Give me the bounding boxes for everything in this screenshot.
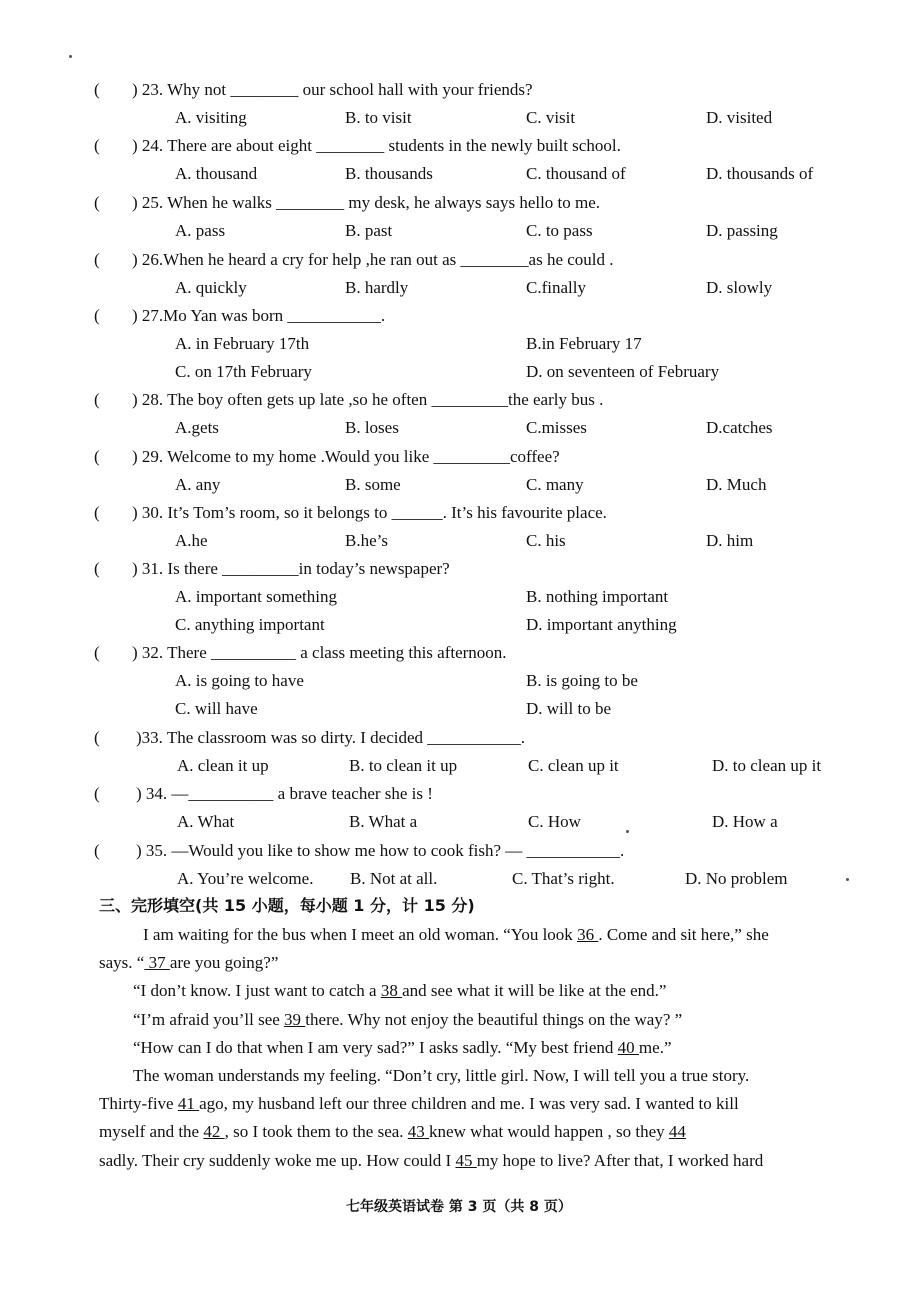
question-text: ) 31. Is there _________in today’s newspaper? bbox=[132, 559, 450, 578]
answer-paren[interactable]: ( bbox=[94, 503, 100, 522]
answer-paren[interactable]: ( bbox=[94, 80, 100, 99]
option-d: D. on seventeen of February bbox=[526, 362, 720, 381]
option-a: A. thousand bbox=[175, 164, 258, 183]
answer-paren[interactable]: ( bbox=[94, 559, 100, 578]
scan-speck bbox=[626, 830, 629, 833]
option-d: D. thousands of bbox=[706, 164, 814, 183]
question-text: ) 35. —Would you like to show me how to cook fish? — ___________. bbox=[136, 841, 625, 860]
question-text: ) 27.Mo Yan was born ___________. bbox=[132, 306, 386, 325]
option-d: D. visited bbox=[706, 108, 773, 127]
scan-speck bbox=[69, 55, 72, 58]
passage-text: ago, my husband left our three children and me. I was very sad. I wanted to kill bbox=[199, 1094, 739, 1113]
option-c: C. his bbox=[526, 531, 566, 550]
passage-line bbox=[133, 1009, 682, 1031]
passage-line bbox=[99, 1121, 686, 1143]
answer-paren[interactable]: ( bbox=[94, 784, 100, 803]
option-b: B.in February 17 bbox=[526, 334, 642, 353]
option-d: D. How a bbox=[712, 812, 778, 831]
passage-text: and see what it will be like at the end.” bbox=[402, 981, 667, 1000]
answer-paren[interactable]: ( bbox=[94, 193, 100, 212]
option-c: C. thousand of bbox=[526, 164, 626, 183]
passage-line bbox=[99, 952, 278, 974]
option-a: A. What bbox=[177, 812, 235, 831]
blank-42[interactable]: 42 bbox=[203, 1122, 225, 1141]
option-a: A. visiting bbox=[175, 108, 247, 127]
option-c: C. to pass bbox=[526, 221, 593, 240]
passage-text: “I don’t know. I just want to catch a bbox=[133, 981, 381, 1000]
option-c: C. How bbox=[528, 812, 581, 831]
answer-paren[interactable]: ( bbox=[94, 136, 100, 155]
blank-39[interactable]: 39 bbox=[284, 1010, 306, 1029]
option-a: A. quickly bbox=[175, 278, 247, 297]
question-text: ) 29. Welcome to my home .Would you like _________coffee? bbox=[132, 447, 560, 466]
option-d: D. No problem bbox=[685, 869, 788, 888]
option-a: A. is going to have bbox=[175, 671, 304, 690]
passage-text: my hope to live? After that, I worked hard bbox=[476, 1151, 764, 1170]
answer-paren[interactable]: ( bbox=[94, 841, 100, 860]
answer-paren[interactable]: ( bbox=[94, 728, 100, 747]
option-c: C. That’s right. bbox=[512, 869, 615, 888]
question-text: ) 23. Why not ________ our school hall with your friends? bbox=[132, 80, 533, 99]
option-a: A. important something bbox=[175, 587, 337, 606]
option-b: B. hardly bbox=[345, 278, 409, 297]
blank-37[interactable]: 37 bbox=[144, 953, 170, 972]
passage-text: knew what would happen , so they bbox=[429, 1122, 669, 1141]
option-d: D. Much bbox=[706, 475, 767, 494]
answer-paren[interactable]: ( bbox=[94, 250, 100, 269]
passage-text: sadly. Their cry suddenly woke me up. How could I bbox=[99, 1151, 456, 1170]
passage-line bbox=[99, 1093, 739, 1115]
question-text: ) 28. The boy often gets up late ,so he often _________the early bus . bbox=[132, 390, 604, 409]
passage-text: says. “ bbox=[99, 953, 145, 972]
option-d: D.catches bbox=[706, 418, 773, 437]
passage-text: . Come and sit here,” she bbox=[598, 925, 769, 944]
question-text: )33. The classroom was so dirty. I decided ___________. bbox=[136, 728, 526, 747]
option-b: B. some bbox=[345, 475, 401, 494]
blank-40[interactable]: 40 bbox=[617, 1038, 639, 1057]
blank-41[interactable]: 41 bbox=[177, 1094, 200, 1113]
option-b: B. nothing important bbox=[526, 587, 669, 606]
option-a: A.he bbox=[175, 531, 208, 550]
option-c: C.misses bbox=[526, 418, 587, 437]
blank-45[interactable]: 45 bbox=[455, 1151, 477, 1170]
passage-text: “I’m afraid you’ll see bbox=[133, 1010, 285, 1029]
blank-36[interactable]: 36 bbox=[577, 925, 599, 944]
passage-text: “How can I do that when I am very sad?” I asks sadly. “My best friend bbox=[133, 1038, 618, 1057]
scan-speck bbox=[846, 878, 849, 881]
option-b: B. Not at all. bbox=[350, 869, 438, 888]
page-footer: 七年级英语试卷 第 3 页（共 8 页） bbox=[346, 1199, 572, 1215]
option-a: A. pass bbox=[175, 221, 226, 240]
option-c: C. anything important bbox=[175, 615, 325, 634]
option-a: A. You’re welcome. bbox=[177, 869, 314, 888]
option-a: A. any bbox=[175, 475, 221, 494]
passage-text: me.” bbox=[638, 1038, 672, 1057]
question-text: ) 30. It’s Tom’s room, so it belongs to ______. It’s his favourite place. bbox=[132, 503, 607, 522]
option-d: D. will to be bbox=[526, 699, 611, 718]
passage-line bbox=[143, 924, 769, 946]
option-b: B. to visit bbox=[345, 108, 412, 127]
question-text: ) 25. When he walks ________ my desk, he always says hello to me. bbox=[132, 193, 601, 212]
option-a: A.gets bbox=[175, 418, 219, 437]
option-d: D. passing bbox=[706, 221, 778, 240]
passage-line bbox=[99, 1150, 763, 1172]
passage-text: I am waiting for the bus when I meet an old woman. “You look bbox=[143, 925, 578, 944]
blank-44[interactable]: 44 bbox=[668, 1122, 686, 1141]
option-b: B. loses bbox=[345, 418, 399, 437]
option-b: B. past bbox=[345, 221, 393, 240]
option-c: C. many bbox=[526, 475, 584, 494]
option-c: C.finally bbox=[526, 278, 586, 297]
passage-text: there. Why not enjoy the beautiful things on the way? ” bbox=[305, 1010, 683, 1029]
passage-text: , so I took them to the sea. bbox=[224, 1122, 408, 1141]
option-c: C. will have bbox=[175, 699, 258, 718]
passage-line bbox=[133, 1037, 672, 1059]
blank-43[interactable]: 43 bbox=[407, 1122, 430, 1141]
blank-38[interactable]: 38 bbox=[380, 981, 403, 1000]
option-d: D. to clean up it bbox=[712, 756, 822, 775]
question-text: ) 26.When he heard a cry for help ,he ran out as ________as he could . bbox=[132, 250, 614, 269]
passage-line: The woman understands my feeling. “Don’t cry, little girl. Now, I will tell you a true story. bbox=[133, 1066, 750, 1085]
option-a: A. clean it up bbox=[177, 756, 269, 775]
option-c: C. visit bbox=[526, 108, 576, 127]
option-c: C. clean up it bbox=[528, 756, 619, 775]
section-3-heading: 三、完形填空(共 15 小题，每小题 1 分，计 15 分) bbox=[99, 896, 475, 915]
answer-paren[interactable]: ( bbox=[94, 643, 100, 662]
option-b: B. to clean it up bbox=[349, 756, 458, 775]
option-c: C. on 17th February bbox=[175, 362, 312, 381]
option-a: A. in February 17th bbox=[175, 334, 310, 353]
question-text: ) 34. —__________ a brave teacher she is ! bbox=[136, 784, 433, 803]
option-b: B. thousands bbox=[345, 164, 433, 183]
option-d: D. slowly bbox=[706, 278, 773, 297]
question-text: ) 24. There are about eight ________ students in the newly built school. bbox=[132, 136, 621, 155]
passage-line bbox=[133, 980, 666, 1002]
question-text: ) 32. There __________ a class meeting this afternoon. bbox=[132, 643, 507, 662]
option-d: D. important anything bbox=[526, 615, 677, 634]
passage-text: are you going?” bbox=[169, 953, 279, 972]
option-b: B. is going to be bbox=[526, 671, 638, 690]
passage-text: Thirty-five bbox=[99, 1094, 178, 1113]
answer-paren[interactable]: ( bbox=[94, 306, 100, 325]
answer-paren[interactable]: ( bbox=[94, 447, 100, 466]
option-b: B.he’s bbox=[345, 531, 388, 550]
answer-paren[interactable]: ( bbox=[94, 390, 100, 409]
option-b: B. What a bbox=[349, 812, 418, 831]
passage-text: myself and the bbox=[99, 1122, 204, 1141]
option-d: D. him bbox=[706, 531, 754, 550]
